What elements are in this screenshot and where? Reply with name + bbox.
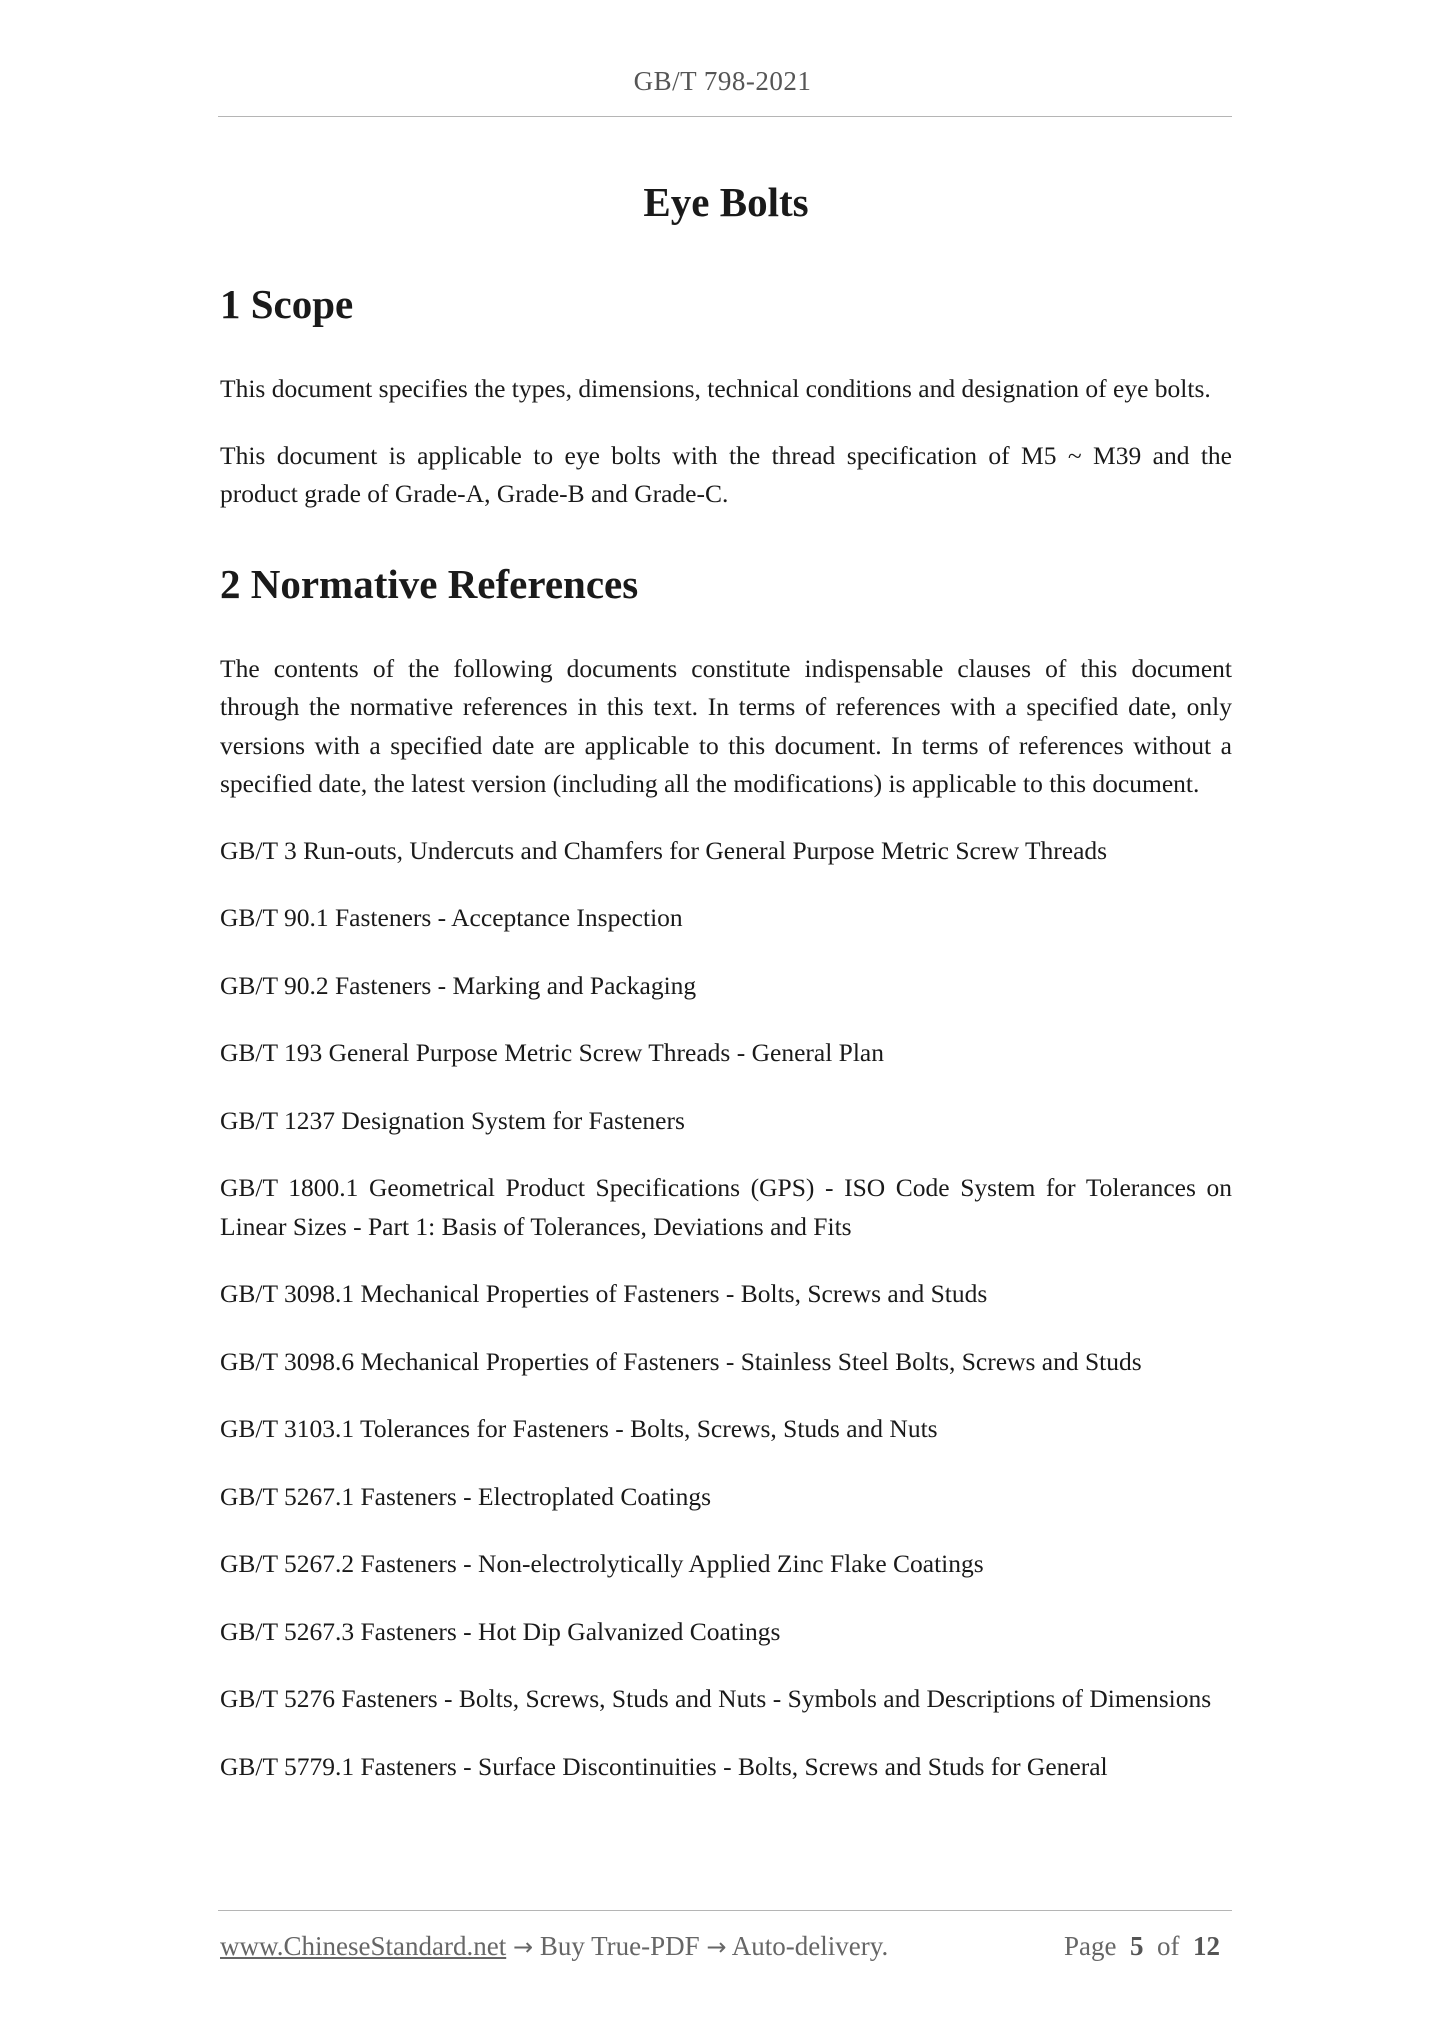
reference-item: GB/T 5267.2 Fasteners - Non-electrolytically Applied Zinc Flake Coatings xyxy=(220,1549,984,1578)
buy-text: Buy True-PDF xyxy=(539,1931,700,1961)
website-link[interactable]: www.ChineseStandard.net xyxy=(220,1931,507,1961)
page-current: 5 xyxy=(1130,1931,1144,1961)
reference-list xyxy=(220,832,1232,1787)
page-of: of xyxy=(1157,1931,1180,1961)
arrow-right-icon: → xyxy=(512,1933,534,1961)
document-title: Eye Bolts xyxy=(643,179,809,225)
running-header: GB/T 798-2021 xyxy=(633,66,812,96)
page-label: Page xyxy=(1064,1931,1117,1961)
document-body xyxy=(220,170,1232,1786)
page-total: 12 xyxy=(1193,1931,1220,1961)
section-heading-scope: 1 Scope xyxy=(220,281,354,327)
footer-promo xyxy=(220,1928,888,1965)
reference-item: GB/T 1237 Designation System for Fasteners xyxy=(220,1105,685,1135)
arrow-right-icon: → xyxy=(706,1933,727,1961)
reference-item: GB/T 90.1 Fasteners - Acceptance Inspection xyxy=(220,903,683,932)
section-heading-normative-references: 2 Normative References xyxy=(220,560,639,607)
reference-item: GB/T 5267.1 Fasteners - Electroplated Coatings xyxy=(220,1481,712,1511)
reference-item: GB/T 3 Run-outs, Undercuts and Chamfers for General Purpose Metric Screw Threads xyxy=(220,835,1108,865)
header-divider xyxy=(218,116,1232,117)
page-number xyxy=(1064,1928,1220,1964)
reference-item: GB/T 5779.1 Fasteners - Surface Discontinuities - Bolts, Screws and Studs for General xyxy=(220,1751,1108,1781)
delivery-text: Auto-delivery. xyxy=(731,1931,889,1961)
reference-item: GB/T 3098.1 Mechanical Properties of Fasteners - Bolts, Screws and Studs xyxy=(220,1279,988,1308)
normative-references-intro: The contents of the following documents constitute indispensable clauses of this document through the normative references in this text. In terms of references with a specified date, only versions with a specified date are applicable to this document. In terms of references without a specified date, the latest version (including all the modifications) is applicable to this document. xyxy=(220,653,1232,798)
reference-item: GB/T 193 General Purpose Metric Screw Threads - General Plan xyxy=(220,1038,884,1067)
scope-paragraph: This document is applicable to eye bolts with the thread specification of M5 ~ M39 and the product grade of Grade-A, Grade-B and Grade-C. xyxy=(220,440,1232,508)
reference-item: GB/T 3103.1 Tolerances for Fasteners - Bolts, Screws, Studs and Nuts xyxy=(220,1414,938,1443)
reference-item: GB/T 5276 Fasteners - Bolts, Screws, Studs and Nuts - Symbols and Descriptions of Dimensions xyxy=(220,1684,1212,1713)
reference-item: GB/T 1800.1 Geometrical Product Specifications (GPS) - ISO Code System for Tolerances on Linear Sizes - Part 1: Basis of Tolerances, Deviations and Fits xyxy=(220,1173,1232,1241)
reference-item: GB/T 5267.3 Fasteners - Hot Dip Galvanized Coatings xyxy=(220,1616,781,1646)
scope-paragraph: This document specifies the types, dimensions, technical conditions and designation of eye bolts. xyxy=(220,374,1211,403)
reference-item: GB/T 3098.6 Mechanical Properties of Fasteners - Stainless Steel Bolts, Screws and Studs xyxy=(220,1346,1142,1376)
footer-divider xyxy=(218,1910,1232,1911)
reference-item: GB/T 90.2 Fasteners - Marking and Packaging xyxy=(220,970,697,1000)
